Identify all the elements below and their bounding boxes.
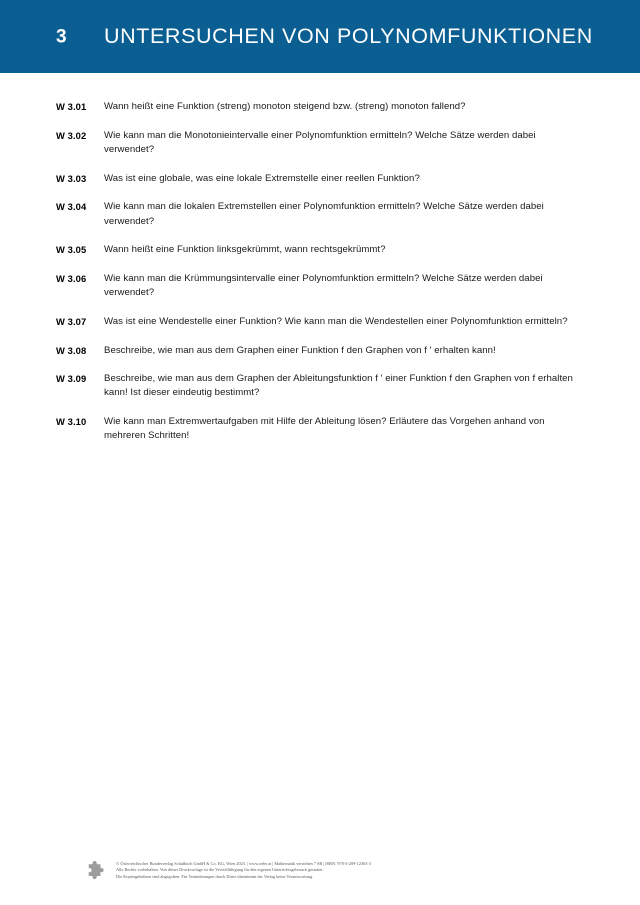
question-text: Was ist eine globale, was eine lokale Extremstelle einer reellen Funktion? <box>104 172 420 184</box>
chapter-number: 3 <box>56 26 67 47</box>
question-code: W 3.02 <box>56 129 87 141</box>
footer-line-1: © Österreichischer Bundesverlag Schulbuch GmbH & Co. KG, Wien 2023. | www.oebv.at | Mathematik verstehen 7 SB | ISBN: 978-3-209-12363-3 <box>116 861 371 866</box>
list-item <box>0 243 640 257</box>
list-item <box>0 100 640 114</box>
list-item <box>0 315 640 329</box>
question-code: W 3.08 <box>56 344 87 356</box>
question-text: Wie kann man die Monotonieintervalle einer Polynomfunktion ermitteln? Welche Sätze werden dabei verwendet? <box>104 129 536 155</box>
list-item <box>0 172 640 186</box>
puzzle-piece-logo-icon <box>86 859 108 881</box>
list-item <box>0 129 640 157</box>
list-item <box>0 200 640 228</box>
question-code: W 3.01 <box>56 101 87 112</box>
question-code: W 3.03 <box>56 172 87 184</box>
question-text: Wie kann man Extremwertaufgaben mit Hilfe der Ableitung lösen? Erläutere das Vorgehen anhand von mehreren Schritten! <box>104 416 545 442</box>
question-code: W 3.05 <box>56 244 87 256</box>
question-text: Beschreibe, wie man aus dem Graphen einer Funktion f den Graphen von f ′ erhalten kann! <box>104 344 496 356</box>
footer-content <box>86 858 371 880</box>
copyright-text <box>116 858 371 880</box>
question-text: Wann heißt eine Funktion linksgekrümmt, wann rechtsgekrümmt? <box>104 244 386 256</box>
list-item <box>0 415 640 443</box>
question-code: W 3.04 <box>56 201 87 213</box>
question-text: Wie kann man die Krümmungsintervalle einer Polynomfunktion ermitteln? Welche Sätze werden dabei verwendet? <box>104 272 543 299</box>
question-list <box>0 100 640 458</box>
question-text: Beschreibe, wie man aus dem Graphen der Ableitungsfunktion f ′ einer Funktion f den Graphen von f erhalten kann! Ist dieser eindeutig bestimmt? <box>104 373 573 399</box>
question-code: W 3.06 <box>56 272 87 284</box>
question-code: W 3.09 <box>56 373 87 385</box>
list-item <box>0 344 640 358</box>
question-text: Wann heißt eine Funktion (streng) monoton steigend bzw. (streng) monoton fallend? <box>104 101 466 112</box>
list-item <box>0 272 640 300</box>
page-footer <box>0 850 640 905</box>
question-code: W 3.10 <box>56 416 87 428</box>
chapter-header-banner <box>0 0 640 73</box>
question-text: Was ist eine Wendestelle einer Funktion? Wie kann man die Wendestellen einer Polynomfunktion ermitteln? <box>104 315 568 327</box>
footer-line-2: Alle Rechte vorbehalten. Von dieser Druckvorlage ist die Vervielfältigung für den eigenen Unterrichtsgebrauch gestattet. <box>116 867 324 873</box>
question-code: W 3.07 <box>56 315 87 327</box>
question-text: Wie kann man die lokalen Extremstellen einer Polynomfunktion ermitteln? Welche Sätze werden dabei verwendet? <box>104 201 544 227</box>
page-title: UNTERSUCHEN VON POLYNOMFUNKTIONEN <box>104 23 593 48</box>
list-item <box>0 372 640 400</box>
footer-line-3: Die Kopiergebühren sind abgegolten. Für Veränderungen durch Dritte übernimmt der Verlag keine Verantwortung. <box>116 873 314 879</box>
